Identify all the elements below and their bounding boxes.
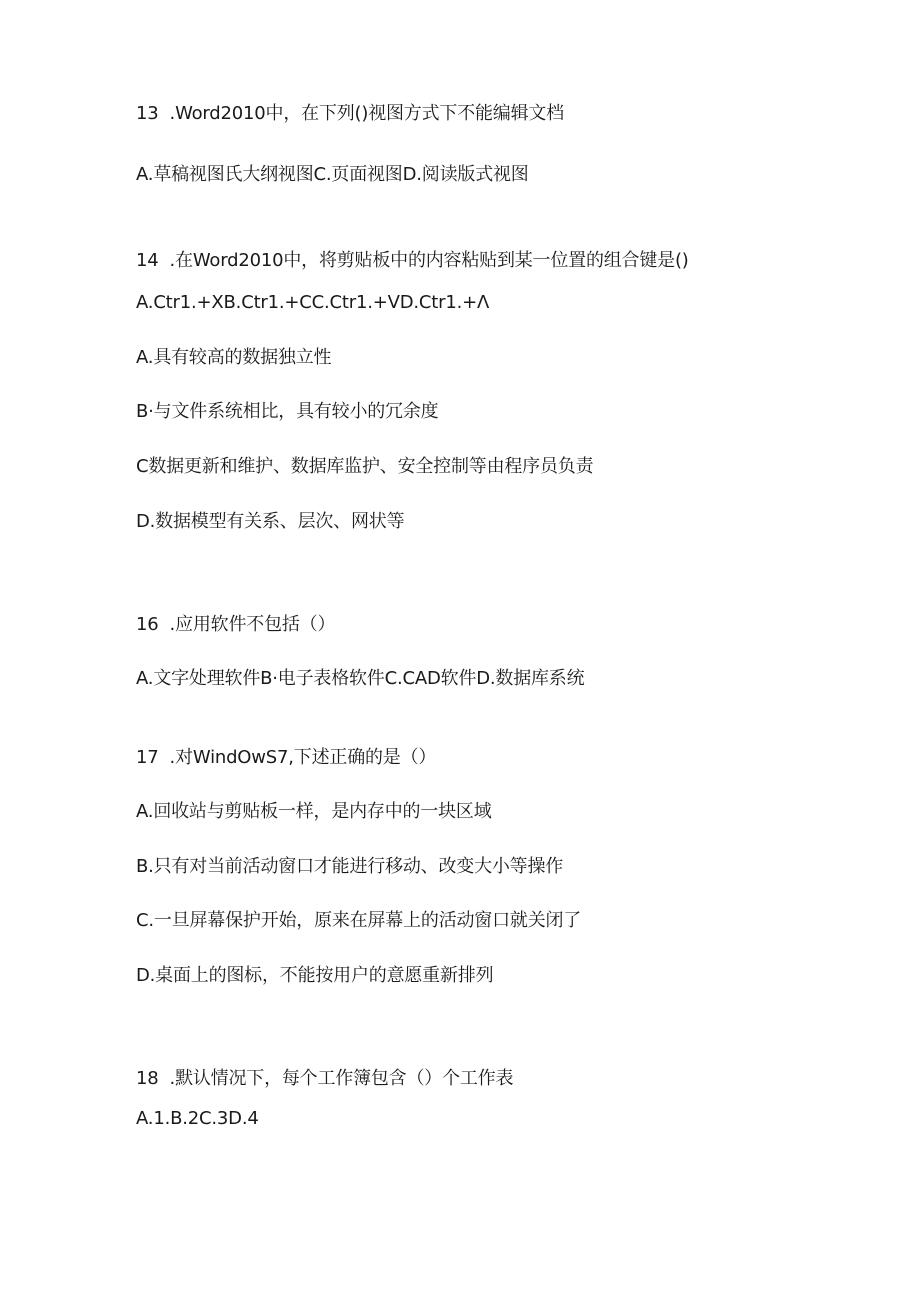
question-13-options: A.草稿视图氏大纲视图C.页面视图D.阅读版式视图: [136, 164, 529, 185]
question-18-options: A.1.B.2C.3D.4: [136, 1108, 259, 1129]
question-17-option-d: D.桌面上的图标，不能按用户的意愿重新排列: [136, 965, 494, 986]
question-14-options: A.Ctr1.+XB.Ctr1.+CC.Ctr1.+VD.Ctr1.+Λ: [136, 292, 490, 313]
question-14-stem: 14 .在Word2010中，将剪贴板中的内容粘贴到某一位置的组合键是(): [136, 250, 689, 271]
option-c: C数据更新和维护、数据库监护、安全控制等由程序员负责: [136, 456, 594, 477]
option-a: A.具有较高的数据独立性: [136, 347, 332, 368]
question-16-options: A.文字处理软件B·电子表格软件C.CAD软件D.数据库系统: [136, 668, 585, 689]
question-17-option-c: C.一旦屏幕保护开始，原来在屏幕上的活动窗口就关闭了: [136, 910, 582, 931]
question-17-option-a: A.回收站与剪贴板一样，是内存中的一块区域: [136, 801, 492, 822]
question-16-stem: 16 .应用软件不包括（）: [136, 614, 336, 635]
question-18-stem: 18 .默认情况下，每个工作簿包含（）个工作表: [136, 1068, 514, 1089]
question-17-stem: 17 .对WindOwS7,下述正确的是（）: [136, 747, 437, 768]
option-b: B·与文件系统相比，具有较小的冗余度: [136, 401, 439, 422]
option-d: D.数据模型有关系、层次、网状等: [136, 511, 405, 532]
question-17-option-b: B.只有对当前活动窗口才能进行移动、改变大小等操作: [136, 856, 564, 877]
question-13-stem: 13 .Word2010中，在下列()视图方式下不能编辑文档: [136, 103, 564, 124]
